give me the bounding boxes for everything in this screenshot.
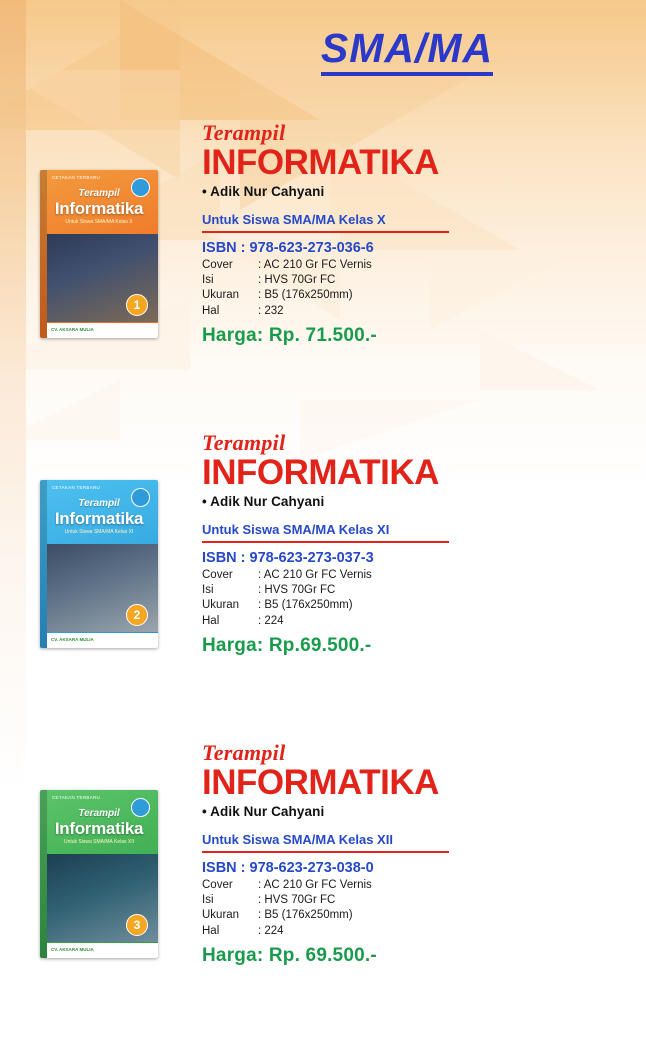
cover-subtitle: Untuk Siswa SMA/MA Kelas X bbox=[65, 219, 133, 225]
cover-volume-number: 3 bbox=[126, 914, 148, 936]
spec-value: : AC 210 Gr FC Vernis bbox=[258, 569, 372, 581]
book-info-3 bbox=[202, 742, 622, 967]
book-list bbox=[0, 108, 646, 1038]
spec-key: Cover bbox=[202, 569, 233, 581]
book-isbn: ISBN : 978-623-273-036-6 bbox=[202, 240, 374, 256]
book-info-2 bbox=[202, 432, 622, 657]
spec-value: : B5 (176x250mm) bbox=[258, 909, 353, 922]
book-specs bbox=[202, 568, 622, 629]
cover-subtitle: Untuk Siswa SMA/MA Kelas XI bbox=[64, 529, 134, 535]
spec-row bbox=[202, 304, 622, 319]
cover-title: Informatika bbox=[54, 199, 144, 218]
spec-value: : 232 bbox=[258, 304, 284, 317]
brand-title: INFORMATIKA bbox=[202, 763, 439, 802]
spec-value: : B5 (176x250mm) bbox=[258, 599, 353, 612]
book-author: • Adik Nur Cahyani bbox=[202, 494, 325, 509]
spec-row bbox=[202, 598, 622, 613]
spec-value: : AC 210 Gr FC Vernis bbox=[258, 879, 372, 891]
cover-publisher-logo: CV. AKSARA MULIA bbox=[51, 947, 94, 952]
list-item bbox=[0, 108, 646, 418]
book-level: Untuk Siswa SMA/MA Kelas XII bbox=[202, 832, 449, 853]
book-price: Harga: Rp. 69.500.- bbox=[202, 944, 377, 966]
spec-key: Hal bbox=[202, 614, 220, 627]
cover-publisher-logo: CV. AKSARA MULIA bbox=[51, 327, 94, 332]
spec-key: Ukuran bbox=[202, 289, 240, 302]
spec-key: Cover bbox=[202, 259, 233, 271]
page-header bbox=[0, 26, 646, 76]
book-cover-2 bbox=[40, 480, 158, 648]
cover-terampil-text: Terampil bbox=[78, 188, 120, 199]
spec-row bbox=[202, 583, 622, 598]
cover-terampil-text: Terampil bbox=[78, 498, 120, 509]
book-isbn: ISBN : 978-623-273-038-0 bbox=[202, 860, 374, 876]
spec-value: : B5 (176x250mm) bbox=[258, 289, 353, 302]
book-author: • Adik Nur Cahyani bbox=[202, 184, 325, 199]
book-level: Untuk Siswa SMA/MA Kelas XI bbox=[202, 522, 449, 543]
book-price: Harga: Rp.69.500.- bbox=[202, 634, 372, 656]
cover-footer bbox=[47, 633, 158, 648]
list-item bbox=[0, 728, 646, 1038]
brand-terampil: Terampil bbox=[202, 120, 286, 145]
brand-title: INFORMATIKA bbox=[202, 453, 439, 492]
spec-key: Isi bbox=[202, 274, 214, 287]
spec-row bbox=[202, 893, 622, 908]
spec-value: : HVS 70Gr FC bbox=[258, 274, 336, 287]
spec-value: : AC 210 Gr FC Vernis bbox=[258, 259, 372, 271]
spec-row bbox=[202, 568, 622, 583]
book-price: Harga: Rp. 71.500.- bbox=[202, 324, 377, 346]
cover-volume-number: 2 bbox=[126, 604, 148, 626]
spec-key: Isi bbox=[202, 894, 214, 907]
spec-row bbox=[202, 908, 622, 923]
brand-title: INFORMATIKA bbox=[202, 143, 439, 182]
book-cover-1 bbox=[40, 170, 158, 338]
book-specs bbox=[202, 878, 622, 939]
list-item bbox=[0, 418, 646, 728]
cover-footer bbox=[47, 323, 158, 338]
spec-value: : HVS 70Gr FC bbox=[258, 584, 336, 597]
cover-title: Informatika bbox=[54, 509, 144, 528]
spec-row bbox=[202, 924, 622, 939]
book-author: • Adik Nur Cahyani bbox=[202, 804, 325, 819]
cover-publisher-top: CETAKAN TERBARU bbox=[52, 795, 101, 800]
spec-key: Ukuran bbox=[202, 599, 240, 612]
page-title: SMA/MA bbox=[321, 26, 493, 76]
spec-key: Cover bbox=[202, 879, 233, 891]
cover-publisher-logo: CV. AKSARA MULIA bbox=[51, 637, 94, 642]
spec-row bbox=[202, 273, 622, 288]
cover-curriculum-badge-icon bbox=[131, 488, 150, 507]
cover-terampil-text: Terampil bbox=[78, 808, 120, 819]
spec-row bbox=[202, 258, 622, 273]
spec-row bbox=[202, 288, 622, 303]
book-isbn: ISBN : 978-623-273-037-3 bbox=[202, 550, 374, 566]
spec-key: Hal bbox=[202, 304, 220, 317]
spec-key: Hal bbox=[202, 924, 220, 937]
spec-key: Isi bbox=[202, 584, 214, 597]
spec-value: : 224 bbox=[258, 614, 284, 627]
book-specs bbox=[202, 258, 622, 319]
brand-terampil: Terampil bbox=[202, 430, 286, 455]
spec-value: : 224 bbox=[258, 924, 284, 937]
spec-row bbox=[202, 878, 622, 893]
cover-footer bbox=[47, 943, 158, 958]
cover-volume-number: 1 bbox=[126, 294, 148, 316]
book-cover-3 bbox=[40, 790, 158, 958]
book-info-1 bbox=[202, 122, 622, 347]
cover-curriculum-badge-icon bbox=[131, 798, 150, 817]
cover-curriculum-badge-icon bbox=[131, 178, 150, 197]
cover-publisher-top: CETAKAN TERBARU bbox=[52, 485, 101, 490]
spec-key: Ukuran bbox=[202, 909, 240, 922]
cover-title: Informatika bbox=[54, 819, 144, 838]
cover-subtitle: Untuk Siswa SMA/MA Kelas XII bbox=[63, 839, 135, 845]
spec-value: : HVS 70Gr FC bbox=[258, 894, 336, 907]
spec-row bbox=[202, 614, 622, 629]
brand-terampil: Terampil bbox=[202, 740, 286, 765]
book-level: Untuk Siswa SMA/MA Kelas X bbox=[202, 212, 449, 233]
cover-publisher-top: CETAKAN TERBARU bbox=[52, 175, 101, 180]
